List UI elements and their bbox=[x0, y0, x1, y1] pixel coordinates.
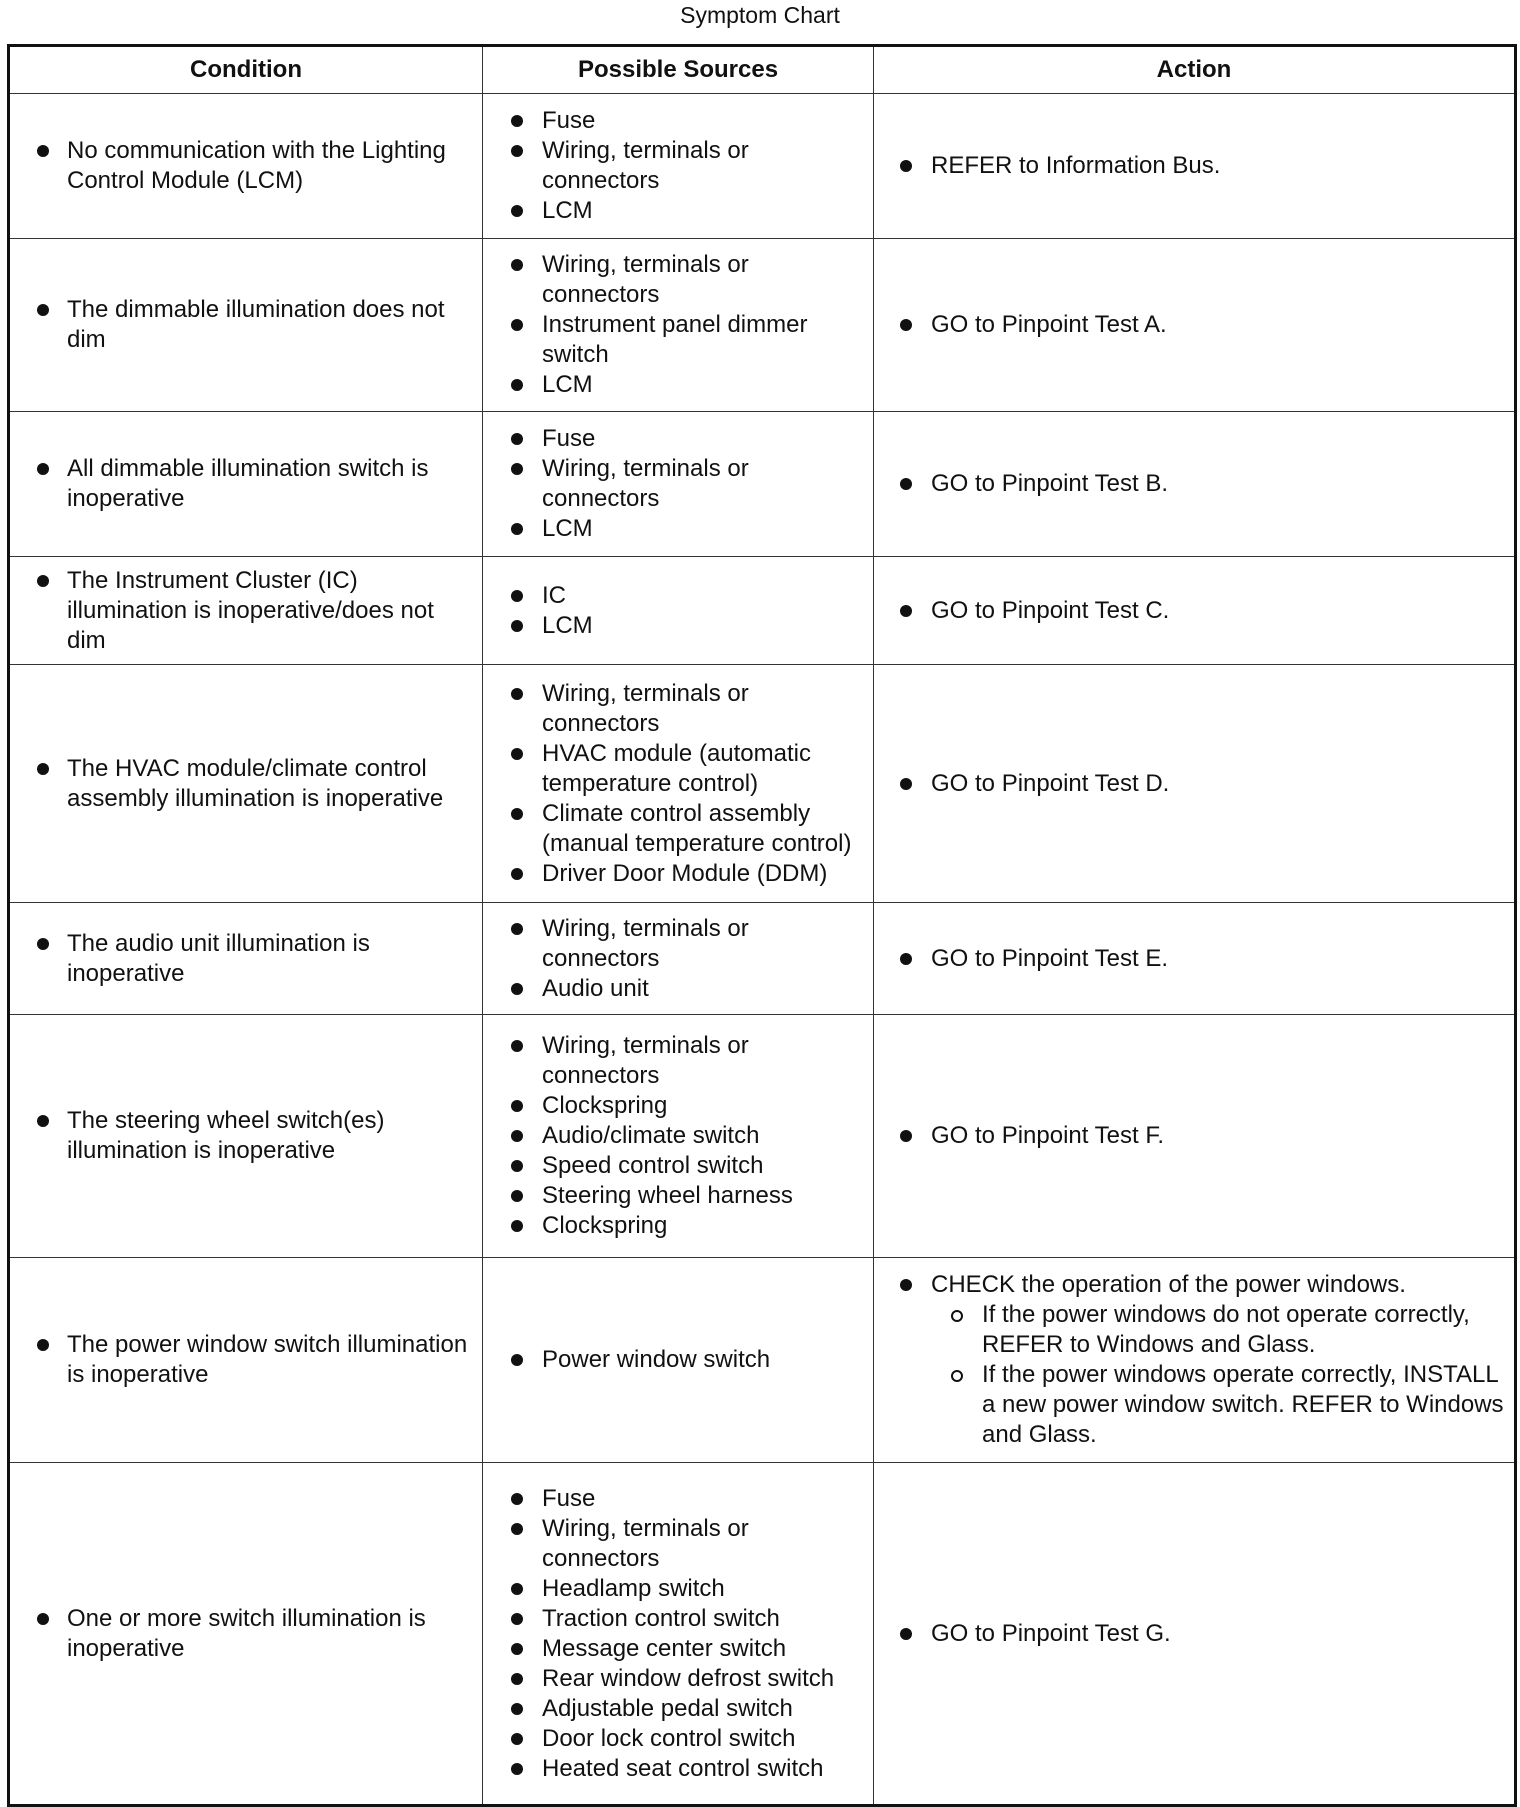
bullet-icon bbox=[511, 923, 523, 935]
bullet-icon bbox=[900, 1130, 912, 1142]
action-item bbox=[874, 469, 1514, 499]
action-item bbox=[874, 1270, 1514, 1450]
source-text: Rear window defrost switch bbox=[542, 1664, 835, 1692]
source-text: Wiring, terminals or connectors bbox=[542, 1514, 749, 1572]
bullet-icon bbox=[900, 1628, 912, 1640]
bullet-icon bbox=[511, 688, 523, 700]
source-text: Power window switch bbox=[542, 1346, 771, 1373]
condition-item bbox=[10, 566, 482, 656]
source-item bbox=[483, 914, 873, 974]
condition-cell bbox=[9, 903, 483, 1015]
bullet-icon bbox=[511, 145, 523, 157]
source-item bbox=[483, 106, 873, 136]
bullet-icon bbox=[37, 938, 49, 950]
bullet-icon bbox=[511, 1040, 523, 1052]
source-item bbox=[483, 514, 873, 544]
header-row bbox=[9, 46, 1516, 94]
source-item bbox=[483, 1031, 873, 1091]
source-text: Wiring, terminals or connectors bbox=[542, 1032, 749, 1089]
condition-cell bbox=[9, 557, 483, 665]
bullet-icon bbox=[900, 160, 912, 172]
bullet-icon bbox=[511, 463, 523, 475]
condition-item bbox=[10, 454, 482, 514]
source-item bbox=[483, 196, 873, 226]
bullet-icon bbox=[511, 1190, 523, 1202]
possible-sources-cell bbox=[483, 665, 874, 903]
bullet-icon bbox=[511, 319, 523, 331]
source-item bbox=[483, 799, 873, 859]
source-text: Fuse bbox=[542, 1484, 596, 1512]
action-text: CHECK the operation of the power windows. bbox=[931, 1271, 1406, 1298]
symptom-chart-table bbox=[7, 44, 1517, 1807]
condition-item bbox=[10, 295, 482, 355]
action-text: GO to Pinpoint Test G. bbox=[931, 1619, 1171, 1647]
action-cell bbox=[874, 239, 1516, 412]
source-text: LCM bbox=[542, 515, 593, 542]
condition-item bbox=[10, 1106, 482, 1166]
bullet-icon bbox=[511, 1354, 523, 1366]
source-text: Instrument panel dimmer switch bbox=[542, 311, 808, 368]
condition-text: The HVAC module/climate control assembly illumination is inoperative bbox=[67, 754, 444, 812]
action-cell bbox=[874, 94, 1516, 239]
source-text: Audio unit bbox=[542, 974, 649, 1002]
source-text: HVAC module (automatic temperature control) bbox=[542, 739, 811, 797]
action-text: GO to Pinpoint Test B. bbox=[931, 470, 1169, 497]
table-row bbox=[9, 1463, 1516, 1806]
source-item bbox=[483, 974, 873, 1004]
possible-sources-cell bbox=[483, 1015, 874, 1258]
action-item bbox=[874, 596, 1514, 626]
condition-item bbox=[10, 1604, 482, 1664]
source-text: Fuse bbox=[542, 107, 596, 134]
source-item bbox=[483, 1484, 873, 1514]
source-item bbox=[483, 1574, 873, 1604]
bullet-icon bbox=[900, 605, 912, 617]
source-item bbox=[483, 1664, 873, 1694]
source-text: LCM bbox=[542, 371, 593, 398]
bullet-icon bbox=[900, 478, 912, 490]
source-text: Headlamp switch bbox=[542, 1574, 725, 1602]
bullet-icon bbox=[511, 1583, 523, 1595]
table-row bbox=[9, 1015, 1516, 1258]
bullet-icon bbox=[511, 1220, 523, 1232]
source-text: Traction control switch bbox=[542, 1604, 780, 1632]
source-item bbox=[483, 739, 873, 799]
action-sub-text: If the power windows do not operate correctly, REFER to Windows and Glass. bbox=[982, 1301, 1470, 1358]
source-item bbox=[483, 136, 873, 196]
bullet-icon bbox=[511, 1673, 523, 1685]
bullet-icon bbox=[511, 523, 523, 535]
action-cell bbox=[874, 903, 1516, 1015]
bullet-icon bbox=[511, 1100, 523, 1112]
source-item bbox=[483, 1634, 873, 1664]
bullet-icon bbox=[511, 748, 523, 760]
bullet-icon bbox=[511, 620, 523, 632]
source-text: Speed control switch bbox=[542, 1152, 764, 1179]
source-text: Audio/climate switch bbox=[542, 1122, 760, 1149]
condition-item bbox=[10, 929, 482, 989]
source-text: Clockspring bbox=[542, 1212, 668, 1239]
possible-sources-cell bbox=[483, 1258, 874, 1463]
source-item bbox=[483, 1604, 873, 1634]
possible-sources-cell bbox=[483, 412, 874, 557]
bullet-icon bbox=[511, 808, 523, 820]
condition-text: The dimmable illumination does not dim bbox=[67, 296, 445, 353]
bullet-icon bbox=[37, 763, 49, 775]
bullet-icon bbox=[900, 1279, 912, 1291]
condition-text: The steering wheel switch(es) illumination is inoperative bbox=[67, 1107, 385, 1164]
page-title: Symptom Chart bbox=[680, 2, 840, 28]
action-cell bbox=[874, 1015, 1516, 1258]
table-row bbox=[9, 665, 1516, 903]
action-text: GO to Pinpoint Test A. bbox=[931, 311, 1167, 338]
condition-cell bbox=[9, 412, 483, 557]
action-text: GO to Pinpoint Test F. bbox=[931, 1122, 1165, 1149]
source-text: IC bbox=[542, 581, 566, 609]
bullet-icon bbox=[511, 1613, 523, 1625]
condition-cell bbox=[9, 94, 483, 239]
action-text: REFER to Information Bus. bbox=[931, 152, 1221, 179]
bullet-icon bbox=[511, 590, 523, 602]
source-text: Steering wheel harness bbox=[542, 1182, 793, 1209]
bullet-icon bbox=[511, 1130, 523, 1142]
table-row bbox=[9, 239, 1516, 412]
source-item bbox=[483, 1121, 873, 1151]
action-item bbox=[874, 1619, 1514, 1649]
bullet-icon bbox=[511, 259, 523, 271]
source-item bbox=[483, 679, 873, 739]
condition-cell bbox=[9, 239, 483, 412]
source-item bbox=[483, 1151, 873, 1181]
condition-text: No communication with the Lighting Control Module (LCM) bbox=[67, 137, 446, 194]
bullet-icon bbox=[511, 433, 523, 445]
possible-sources-cell bbox=[483, 1463, 874, 1806]
bullet-icon bbox=[511, 1763, 523, 1775]
action-text: GO to Pinpoint Test C. bbox=[931, 596, 1170, 624]
bullet-icon bbox=[511, 115, 523, 127]
table-row bbox=[9, 412, 1516, 557]
source-text: Clockspring bbox=[542, 1092, 668, 1119]
action-cell bbox=[874, 1463, 1516, 1806]
source-text: Door lock control switch bbox=[542, 1724, 796, 1752]
source-item bbox=[483, 1694, 873, 1724]
source-text: Driver Door Module (DDM) bbox=[542, 859, 828, 887]
condition-cell bbox=[9, 1463, 483, 1806]
source-text: Climate control assembly (manual temperature control) bbox=[542, 799, 852, 857]
condition-text: The power window switch illumination is inoperative bbox=[67, 1331, 468, 1388]
condition-text: One or more switch illumination is inoperative bbox=[67, 1604, 426, 1662]
source-item bbox=[483, 1514, 873, 1574]
source-item bbox=[483, 1345, 873, 1375]
source-text: Heated seat control switch bbox=[542, 1754, 824, 1782]
table-row bbox=[9, 903, 1516, 1015]
bullet-icon bbox=[511, 868, 523, 880]
condition-cell bbox=[9, 665, 483, 903]
action-cell bbox=[874, 1258, 1516, 1463]
source-text: Message center switch bbox=[542, 1634, 787, 1662]
action-sub-item bbox=[931, 1360, 1504, 1450]
action-sub-item bbox=[931, 1300, 1504, 1360]
bullet-icon bbox=[900, 778, 912, 790]
source-text: LCM bbox=[542, 197, 593, 224]
bullet-icon bbox=[511, 1733, 523, 1745]
header-condition: Condition bbox=[9, 46, 483, 94]
bullet-icon bbox=[511, 1643, 523, 1655]
condition-text: All dimmable illumination switch is inoperative bbox=[67, 455, 429, 512]
source-text: Fuse bbox=[542, 425, 596, 452]
action-item bbox=[874, 944, 1514, 974]
source-item bbox=[483, 611, 873, 641]
source-text: Wiring, terminals or connectors bbox=[542, 914, 749, 972]
condition-item bbox=[10, 754, 482, 814]
possible-sources-cell bbox=[483, 903, 874, 1015]
hollow-bullet-icon bbox=[951, 1310, 963, 1322]
source-item bbox=[483, 424, 873, 454]
bullet-icon bbox=[37, 1115, 49, 1127]
bullet-icon bbox=[900, 319, 912, 331]
bullet-icon bbox=[37, 145, 49, 157]
bullet-icon bbox=[37, 304, 49, 316]
source-item bbox=[483, 1211, 873, 1241]
condition-text: The audio unit illumination is inoperative bbox=[67, 929, 370, 987]
source-text: Wiring, terminals or connectors bbox=[542, 455, 749, 512]
table-row bbox=[9, 1258, 1516, 1463]
header-action: Action bbox=[874, 46, 1516, 94]
source-text: Adjustable pedal switch bbox=[542, 1694, 793, 1722]
bullet-icon bbox=[37, 1339, 49, 1351]
bullet-icon bbox=[511, 983, 523, 995]
action-item bbox=[874, 151, 1514, 181]
bullet-icon bbox=[511, 1160, 523, 1172]
bullet-icon bbox=[511, 1493, 523, 1505]
source-item bbox=[483, 1724, 873, 1754]
bullet-icon bbox=[37, 1613, 49, 1625]
condition-item bbox=[10, 1330, 482, 1390]
action-cell bbox=[874, 557, 1516, 665]
bullet-icon bbox=[37, 575, 49, 587]
action-item bbox=[874, 769, 1514, 799]
condition-cell bbox=[9, 1258, 483, 1463]
hollow-bullet-icon bbox=[951, 1370, 963, 1382]
source-item bbox=[483, 859, 873, 889]
source-text: Wiring, terminals or connectors bbox=[542, 679, 749, 737]
bullet-icon bbox=[511, 379, 523, 391]
action-text: GO to Pinpoint Test D. bbox=[931, 769, 1170, 797]
condition-text: The Instrument Cluster (IC) illumination is inoperative/does not dim bbox=[67, 566, 434, 654]
source-item bbox=[483, 581, 873, 611]
bullet-icon bbox=[511, 1703, 523, 1715]
bullet-icon bbox=[900, 953, 912, 965]
source-text: LCM bbox=[542, 611, 593, 639]
source-text: Wiring, terminals or connectors bbox=[542, 137, 749, 194]
bullet-icon bbox=[511, 1523, 523, 1535]
table-row bbox=[9, 557, 1516, 665]
possible-sources-cell bbox=[483, 557, 874, 665]
source-item bbox=[483, 250, 873, 310]
source-item bbox=[483, 454, 873, 514]
action-item bbox=[874, 1121, 1514, 1151]
condition-item bbox=[10, 136, 482, 196]
bullet-icon bbox=[37, 463, 49, 475]
source-item bbox=[483, 1091, 873, 1121]
possible-sources-cell bbox=[483, 239, 874, 412]
source-item bbox=[483, 1754, 873, 1784]
source-item bbox=[483, 370, 873, 400]
source-item bbox=[483, 310, 873, 370]
action-cell bbox=[874, 665, 1516, 903]
source-item bbox=[483, 1181, 873, 1211]
action-item bbox=[874, 310, 1514, 340]
possible-sources-cell bbox=[483, 94, 874, 239]
header-possible-sources: Possible Sources bbox=[483, 46, 874, 94]
condition-cell bbox=[9, 1015, 483, 1258]
action-cell bbox=[874, 412, 1516, 557]
action-text: GO to Pinpoint Test E. bbox=[931, 944, 1169, 972]
action-sub-text: If the power windows operate correctly, INSTALL a new power window switch. REFER to Windows and Glass. bbox=[982, 1361, 1504, 1448]
table-row bbox=[9, 94, 1516, 239]
bullet-icon bbox=[511, 205, 523, 217]
source-text: Wiring, terminals or connectors bbox=[542, 251, 749, 308]
